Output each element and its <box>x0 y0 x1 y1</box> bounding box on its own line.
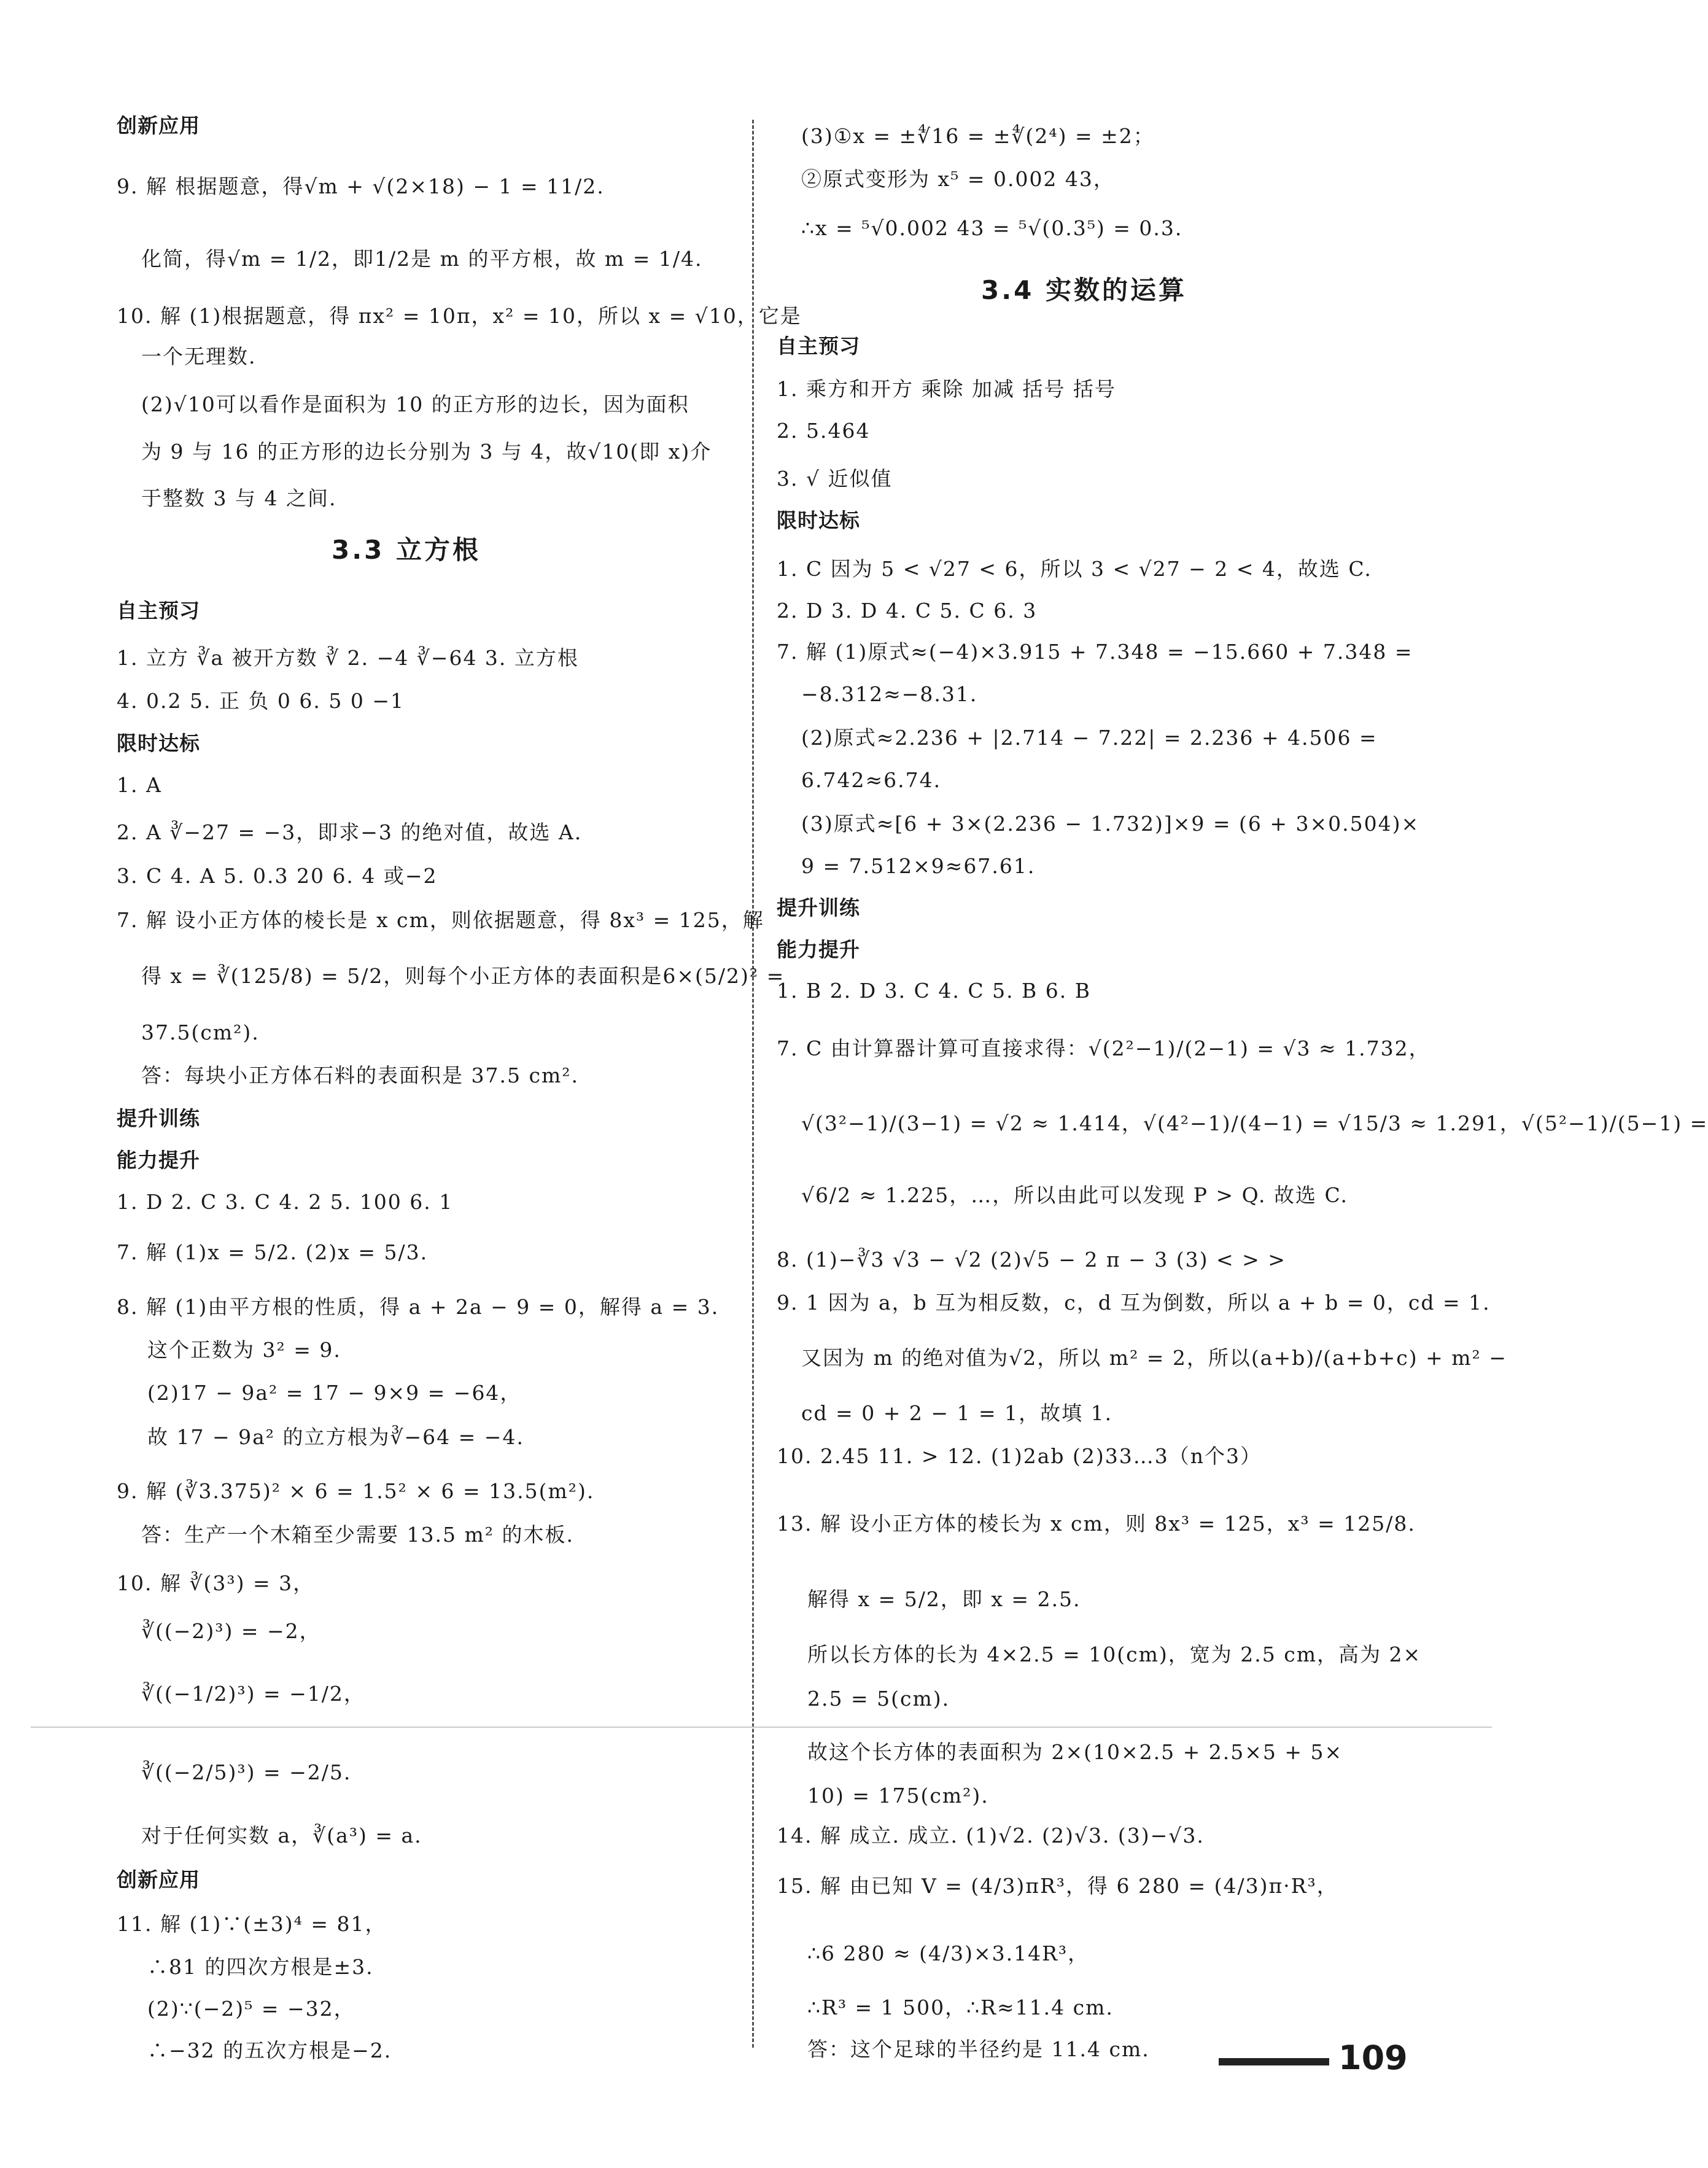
answer-line: 2. D 3. D 4. C 5. C 6. 3 <box>777 599 1038 623</box>
answer-line: 2. A ∛−27 = −3，即求−3 的绝对值，故选 A. <box>117 820 583 844</box>
answer-line: 8. 解 (1)由平方根的性质，得 a + 2a − 9 = 0，解得 a = 3. <box>117 1295 720 1319</box>
page-number: 109 <box>1338 2038 1408 2077</box>
subsection-label: 创新应用 <box>117 1868 200 1892</box>
answer-line: 7. 解 (1)原式≈(−4)×3.915 + 7.348 = −15.660 + 7.348 = <box>777 640 1413 664</box>
answer-line: 8. (1)−∛3 √3 − √2 (2)√5 − 2 π − 3 (3) < > > <box>777 1248 1286 1272</box>
section-heading-3-4: 3.4 实数的运算 <box>981 275 1187 305</box>
answer-line: 于整数 3 与 4 之间. <box>141 486 337 510</box>
answer-line: 故 17 − 9a² 的立方根为∛−64 = −4. <box>147 1425 524 1449</box>
answer-line: 7. C 由计算器计算可直接求得：√(2²−1)/(2−1) = √3 ≈ 1.732， <box>777 1036 1430 1060</box>
answer-line: ∛((−2)³) = −2， <box>141 1619 321 1643</box>
answer-line: 7. 解 (1)x = 5/2. (2)x = 5/3. <box>117 1240 429 1264</box>
subsection-label: 自主预习 <box>777 334 860 358</box>
answer-line: √6/2 ≈ 1.225，…，所以由此可以发现 P > Q. 故选 C. <box>801 1183 1349 1207</box>
subsection-label: 能力提升 <box>117 1148 200 1172</box>
answer-line: 1. 立方 ∛a 被开方数 ∛ 2. −4 ∛−64 3. 立方根 <box>117 646 579 670</box>
answer-line: (3)①x = ±∜16 = ±∜(2⁴) = ±2； <box>801 124 1155 148</box>
page-number-bar <box>1219 2058 1329 2065</box>
answer-line: ∛((−1/2)³) = −1/2， <box>141 1682 365 1706</box>
answer-line: 10) = 175(cm²). <box>807 1784 989 1808</box>
answer-line: 3. √ 近似值 <box>777 467 893 491</box>
answer-line: 9. 1 因为 a，b 互为相反数，c，d 互为倒数，所以 a + b = 0，cd = 1. <box>777 1291 1491 1315</box>
fold-line <box>31 1727 1492 1728</box>
answer-line: 对于任何实数 a，∛(a³) = a. <box>141 1824 422 1847</box>
answer-line: ∴R³ = 1 500，∴R≈11.4 cm. <box>807 1995 1114 2019</box>
answer-line: 这个正数为 3² = 9. <box>147 1338 341 1362</box>
answer-line: 4. 0.2 5. 正 负 0 6. 5 0 −1 <box>117 689 405 713</box>
answer-line: ∴x = ⁵√0.002 43 = ⁵√(0.3⁵) = 0.3. <box>801 216 1183 240</box>
answer-line: 37.5(cm²). <box>141 1020 260 1044</box>
answer-line: −8.312≈−8.31. <box>801 682 978 706</box>
answer-line: 1. D 2. C 3. C 4. 2 5. 100 6. 1 <box>117 1190 454 1214</box>
answer-line: 得 x = ∛(125/8) = 5/2，则每个小正方体的表面积是6×(5/2)² = <box>141 964 785 988</box>
answer-line: 9 = 7.512×9≈67.61. <box>801 854 1036 878</box>
answer-line: ∴−32 的五次方根是−2. <box>147 2038 392 2062</box>
answer-line: ∛((−2/5)³) = −2/5. <box>141 1760 352 1784</box>
answer-line: 9. 解 根据题意，得√m + √(2×18) − 1 = 11/2. <box>117 174 605 198</box>
subsection-label: 限时达标 <box>777 508 860 532</box>
answer-line: 13. 解 设小正方体的棱长为 x cm，则 8x³ = 125，x³ = 125/8. <box>777 1512 1416 1536</box>
answer-line: 答：生产一个木箱至少需要 13.5 m² 的木板. <box>141 1523 574 1547</box>
section-heading-3-3: 3.3 立方根 <box>332 535 481 565</box>
answer-line: 7. 解 设小正方体的棱长是 x cm，则依据题意，得 8x³ = 125，解 <box>117 908 764 932</box>
column-divider <box>752 120 754 2048</box>
answer-line: (3)原式≈[6 + 3×(2.236 − 1.732)]×9 = (6 + 3×0.504)× <box>801 812 1420 836</box>
subsection-label: 限时达标 <box>117 731 200 755</box>
subsection-label: 提升训练 <box>777 896 860 920</box>
answer-line: 一个无理数. <box>141 344 257 368</box>
answer-line: 10. 解 (1)根据题意，得 πx² = 10π，x² = 10，所以 x = √10，它是 <box>117 304 802 328</box>
answer-line: 11. 解 (1)∵(±3)⁴ = 81， <box>117 1912 387 1936</box>
answer-line: 1. B 2. D 3. C 4. C 5. B 6. B <box>777 979 1092 1003</box>
answer-line: 为 9 与 16 的正方形的边长分别为 3 与 4，故√10(即 x)介 <box>141 440 712 464</box>
answer-line: 6.742≈6.74. <box>801 768 942 792</box>
answer-line: 15. 解 由已知 V = (4/3)πR³，得 6 280 = (4/3)π·R³， <box>777 1874 1338 1898</box>
answer-line: cd = 0 + 2 − 1 = 1，故填 1. <box>801 1401 1113 1425</box>
answer-line: 2. 5.464 <box>777 419 871 443</box>
answer-line: 10. 解 ∛(3³) = 3， <box>117 1571 315 1595</box>
answer-line: (2)原式≈2.236 + |2.714 − 7.22| = 2.236 + 4.506 = <box>801 726 1378 750</box>
answer-line: 1. 乘方和开方 乘除 加减 括号 括号 <box>777 377 1116 401</box>
answer-line: 1. C 因为 5 < √27 < 6，所以 3 < √27 − 2 < 4，故选 C. <box>777 557 1372 581</box>
answer-line: 又因为 m 的绝对值为√2，所以 m² = 2，所以(a+b)/(a+b+c) + m² − <box>801 1346 1507 1370</box>
answer-line: ∴81 的四次方根是±3. <box>147 1955 374 1979</box>
answer-line: 9. 解 (∛3.375)² × 6 = 1.5² × 6 = 13.5(m²). <box>117 1479 595 1503</box>
answer-line: (2)√10可以看作是面积为 10 的正方形的边长，因为面积 <box>141 392 689 416</box>
answer-line: 故这个长方体的表面积为 2×(10×2.5 + 2.5×5 + 5× <box>807 1740 1343 1764</box>
answer-line: 所以长方体的长为 4×2.5 = 10(cm)，宽为 2.5 cm，高为 2× <box>807 1642 1422 1666</box>
answer-line: 2.5 = 5(cm). <box>807 1687 950 1711</box>
answer-line: 化简，得√m = 1/2，即1/2是 m 的平方根，故 m = 1/4. <box>141 247 703 271</box>
answer-line: 1. A <box>117 773 162 797</box>
subsection-label: 创新应用 <box>117 114 200 138</box>
answer-line: 10. 2.45 11. > 12. (1)2ab (2)33…3（n个3） <box>777 1444 1262 1468</box>
answer-line: 答：这个足球的半径约是 11.4 cm. <box>807 2037 1150 2061</box>
answer-line: ∴6 280 ≈ (4/3)×3.14R³， <box>807 1941 1090 1965</box>
subsection-label: 自主预习 <box>117 599 200 623</box>
answer-line: (2)∵(−2)⁵ = −32， <box>147 1997 355 2021</box>
answer-line: 14. 解 成立. 成立. (1)√2. (2)√3. (3)−√3. <box>777 1824 1205 1847</box>
subsection-label: 能力提升 <box>777 938 860 962</box>
answer-line: √(3²−1)/(3−1) = √2 ≈ 1.414，√(4²−1)/(4−1) = √15/3 ≈ 1.291，√(5²−1)/(5−1) = <box>801 1111 1708 1135</box>
subsection-label: 提升训练 <box>117 1106 200 1130</box>
answer-line: ②原式变形为 x⁵ = 0.002 43， <box>801 167 1115 191</box>
answer-line: 3. C 4. A 5. 0.3 20 6. 4 或−2 <box>117 864 438 888</box>
answer-line: 解得 x = 5/2，即 x = 2.5. <box>807 1587 1081 1611</box>
answer-line: 答：每块小正方体石料的表面积是 37.5 cm². <box>141 1063 579 1087</box>
answer-line: (2)17 − 9a² = 17 − 9×9 = −64， <box>147 1381 522 1405</box>
